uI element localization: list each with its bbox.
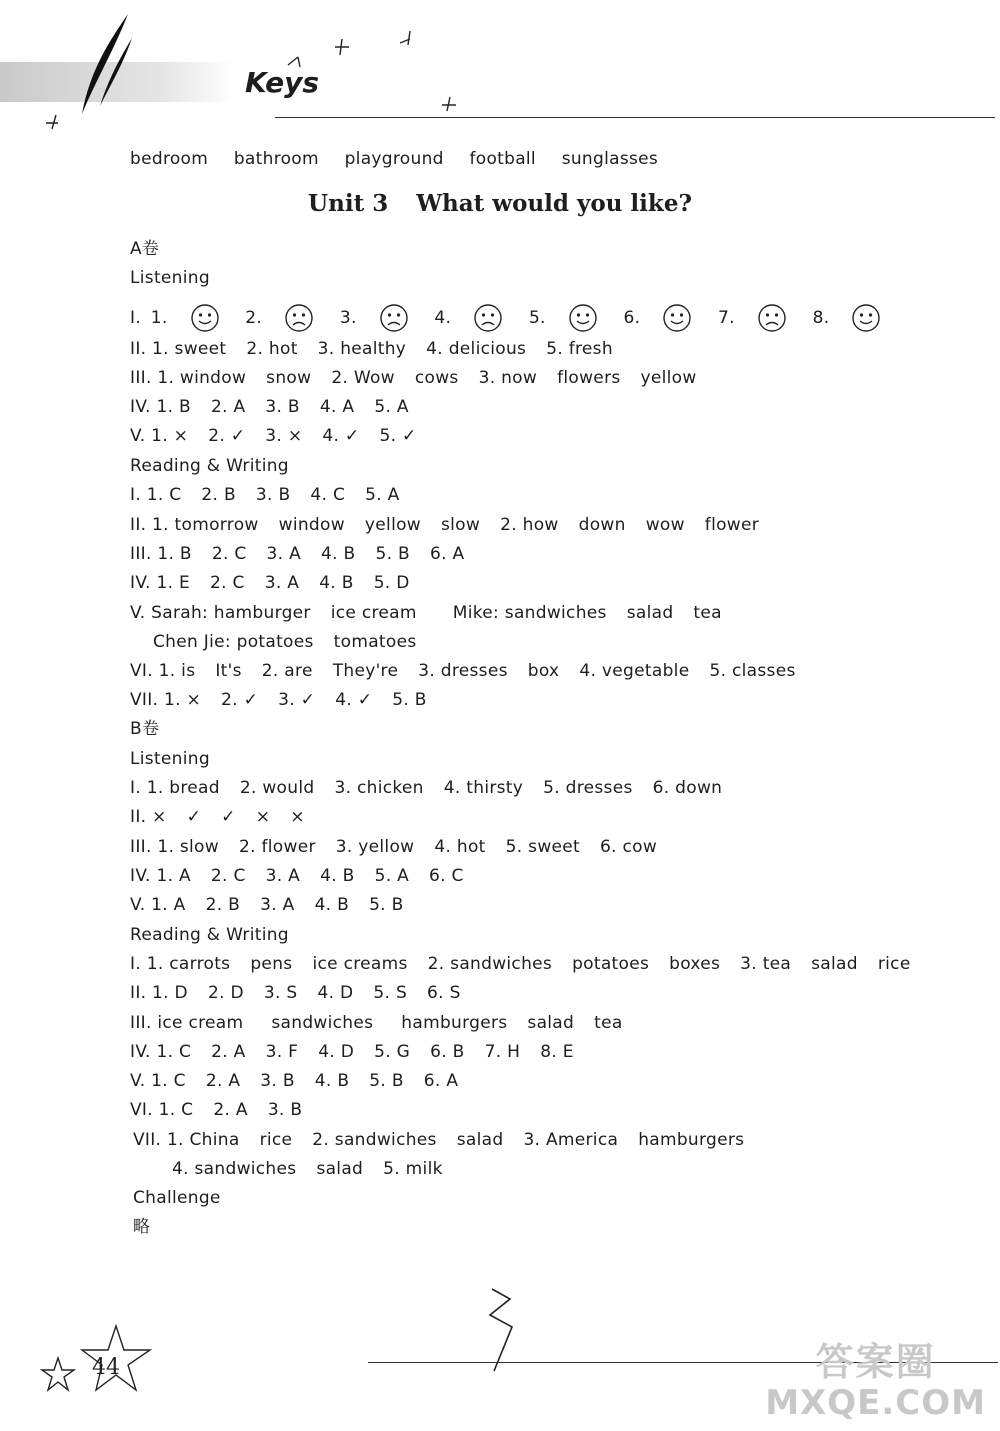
a-rw-line-5 [130,602,742,624]
answer: 6. C [429,866,464,886]
answer: potatoes [572,954,650,974]
answer: 5. classes [709,661,796,681]
answer: 2. A [211,1042,246,1062]
answer: VI. 1. is [130,661,196,681]
b-rw-line-3 [130,1012,643,1034]
answer: 6. A [423,1071,459,1091]
answer: 6. B [430,1042,465,1062]
answer: 5. fresh [546,339,613,359]
answer: wow [645,515,685,535]
face-label: 6. [623,308,641,328]
answer: 2. D [207,983,244,1003]
answer: 6. cow [600,837,658,857]
answer: 3. B [267,1100,303,1120]
answer: 4. D [317,983,354,1003]
b-listening-line-1 [130,777,742,799]
a-rw-line-6 [130,660,816,682]
answer: It's [215,661,242,681]
face-item [245,308,314,328]
face-item [813,308,882,328]
answer: 4. vegetable [579,661,690,681]
answer: 2. ✓ [208,426,246,446]
answer: IV. 1. B [130,397,191,417]
answer: 5. B [369,895,404,915]
a-listening-line-5 [130,425,437,447]
answer: rice [877,954,911,974]
answer: 6. A [430,544,465,564]
face-label: 5. [528,308,546,328]
answer: V. 1. C [130,1071,186,1091]
a-rw-line-2 [130,514,779,536]
b-rw-line-2 [130,982,481,1004]
answer: 2. A [205,1071,241,1091]
answer: box [527,661,560,681]
challenge-answer: 略 [133,1217,151,1237]
answer: hamburgers [401,1013,508,1033]
happy-face-icon [851,303,881,333]
answer: 2. how [500,515,559,535]
answer: pens [250,954,293,974]
answer: I. 1. carrots [130,954,231,974]
answer: sandwiches [271,1013,374,1033]
answer: 3. F [265,1042,299,1062]
answer: cows [414,368,459,388]
answer: 4. thirsty [443,778,524,798]
a-rw-line-5b [153,631,437,653]
answer: 2. would [239,778,315,798]
top-words-line [130,148,678,170]
b-rw-line-7 [133,1129,764,1151]
answer: Chen Jie: potatoes [153,632,314,652]
face-label: 2. [245,308,263,328]
b-rw-line-6 [130,1099,322,1121]
face-item [151,308,220,328]
answer: 2. C [210,866,246,886]
answer: 3. yellow [335,837,415,857]
answer: 4. B [314,895,350,915]
answer: boxes [669,954,721,974]
a-rw-line-7 [130,689,447,711]
answer: 4. B [321,544,356,564]
face-label: 1. [150,308,168,328]
answer: 2. are [261,661,313,681]
answer: 3. America [523,1130,619,1150]
answer: 5. G [374,1042,411,1062]
sad-face-icon [284,303,314,333]
answer: salad [316,1159,364,1179]
answer: ice creams [312,954,408,974]
answer: salad [626,603,674,623]
answer: 5. B [369,1071,404,1091]
page-number: 44 [92,1355,120,1380]
unit-number: Unit 3 [308,190,389,217]
happy-face-icon [662,303,692,333]
answer: tea [693,603,722,623]
answer: 2. flower [238,837,316,857]
b-listening-line-2 [130,806,325,828]
answer: × [290,807,305,827]
answer: × [255,807,271,827]
answer: II. 1. sweet [130,339,227,359]
sad-face-icon [757,303,787,333]
answer: hamburgers [638,1130,745,1150]
a-rw-line-4 [130,572,430,594]
answer: 3. A [266,544,301,564]
answer: III. 1. slow [130,837,219,857]
answer: 2. Wow [331,368,395,388]
answer: 5. A [374,866,410,886]
answer: salad [527,1013,575,1033]
b-rw-line-5 [130,1070,478,1092]
face-item [434,308,503,328]
face-item [529,308,598,328]
answer: 5. ✓ [379,426,417,446]
b-listening-line-4 [130,865,484,887]
answer: 6. down [652,778,723,798]
section-b-label: B卷 [130,719,160,739]
answer: VI. 1. C [130,1100,194,1120]
answer: 4. B [320,866,355,886]
answer: II. × [130,807,167,827]
answer: 4. delicious [426,339,527,359]
b-listening-line-5 [130,894,424,916]
face-item [718,308,787,328]
b-rw-line-1 [130,953,931,975]
section-a-label: A卷 [130,239,160,259]
a-rw-heading: Reading & Writing [130,456,289,476]
answer: 2. B [205,895,241,915]
answer: 3. S [263,983,298,1003]
answer: V. Sarah: hamburger [130,603,311,623]
answer: IV. 1. E [130,573,191,593]
answer: 5. milk [383,1159,443,1179]
answer: ice cream [330,603,417,623]
answer: 5. D [373,573,410,593]
answer: flower [704,515,760,535]
answer: 5. A [374,397,409,417]
watermark-line2: MXQE.COM [765,1383,986,1423]
answer: window [278,515,345,535]
word: playground [344,149,444,169]
word: bedroom [130,149,209,169]
face-label: 7. [718,308,735,328]
answer: 3. dresses [418,661,508,681]
sad-face-icon [473,303,503,333]
answer: ✓ [221,807,236,827]
answer: 7. H [484,1042,521,1062]
answer: III. 1. window [130,368,247,388]
a-rw-line-3 [130,543,484,565]
face-item [340,308,409,328]
b-listening-heading: Listening [130,749,210,769]
answer: 5. B [392,690,427,710]
answer: 4. D [318,1042,355,1062]
header-title: Keys [245,66,320,99]
answer: 2. A [213,1100,248,1120]
answer: 3. ✓ [278,690,316,710]
answer: 3. now [478,368,538,388]
answer: 6. S [427,983,461,1003]
answer: 4. B [319,573,354,593]
answer: salad [811,954,858,974]
answer: 5. sweet [505,837,581,857]
answer: 5. B [375,544,410,564]
word: sunglasses [561,149,659,169]
header-rule [275,117,995,118]
challenge-heading: Challenge [133,1188,221,1208]
answer: V. 1. × [130,426,189,446]
answer: flowers [557,368,621,388]
answer: 4. B [314,1071,350,1091]
face-label: 4. [434,308,452,328]
answer: 4. ✓ [335,690,373,710]
answer: IV. 1. C [130,1042,192,1062]
answer: 8. E [540,1042,574,1062]
answer: tea [594,1013,623,1033]
answer: 5. S [373,983,408,1003]
answer: VII. 1. China [133,1130,240,1150]
a-listening-heading: Listening [130,268,210,288]
answer: Mike: sandwiches [452,603,607,623]
answer: salad [456,1130,504,1150]
a-rw-line-1 [130,484,420,506]
answer: I. 1. bread [130,778,220,798]
answer: yellow [640,368,697,388]
answer: rice [259,1130,293,1150]
answer: 5. dresses [543,778,633,798]
answer: 2. hot [246,339,298,359]
answer: 4. C [310,485,346,505]
answer: III. ice cream [130,1013,244,1033]
answer: II. 1. tomorrow [130,515,259,535]
watermark [765,1340,986,1422]
answer: 2. ✓ [221,690,259,710]
answer: ✓ [186,807,202,827]
answer: I. 1. C [130,485,182,505]
a-listening-line-4 [130,396,429,418]
answer: 4. hot [434,837,486,857]
answer: 2. sandwiches [427,954,553,974]
answer: 5. A [365,485,400,505]
answer: 3. × [265,426,303,446]
word: football [469,149,536,169]
answer: 3. A [260,895,295,915]
b-rw-line-7b [172,1158,463,1180]
b-rw-heading: Reading & Writing [130,925,289,945]
unit-name: What would you like? [416,190,692,217]
a-listening-line-2 [130,338,633,360]
answer: 2. sandwiches [312,1130,437,1150]
answer: 3. B [265,397,300,417]
face-label: 3. [339,308,357,328]
answer: snow [266,368,312,388]
answer: V. 1. A [130,895,186,915]
answer: VII. 1. × [130,690,202,710]
answer: 4. A [319,397,355,417]
watermark-line1: 答案圈 [815,1340,936,1384]
unit-title [0,190,1000,217]
answer: 3. tea [740,954,792,974]
answer: IV. 1. A [130,866,191,886]
a-listening-line-3 [130,367,717,389]
b-listening-line-3 [130,836,677,858]
answer: 2. A [210,397,246,417]
answer: 3. B [260,1071,295,1091]
a-listening-line-1 [130,303,901,333]
answer: 4. sandwiches [172,1159,297,1179]
answer: 3. B [255,485,291,505]
answer: yellow [364,515,421,535]
answer: tomatoes [333,632,417,652]
answer: 2. B [201,485,236,505]
face-label: 8. [812,308,830,328]
sad-face-icon [379,303,409,333]
face-item [623,308,692,328]
word: bathroom [233,149,319,169]
answer: 2. C [210,573,245,593]
answer: 3. chicken [334,778,424,798]
item-label: I. [130,308,142,328]
answer: 3. A [264,573,300,593]
answer: II. 1. D [130,983,188,1003]
answer: down [578,515,626,535]
answer: 3. A [265,866,301,886]
happy-face-icon [190,303,220,333]
answer: 4. ✓ [322,426,360,446]
answer: 2. C [211,544,247,564]
answer: 3. healthy [317,339,407,359]
answer: They're [332,661,399,681]
b-rw-line-4 [130,1041,594,1063]
happy-face-icon [568,303,598,333]
answer: III. 1. B [130,544,192,564]
answer: slow [441,515,481,535]
